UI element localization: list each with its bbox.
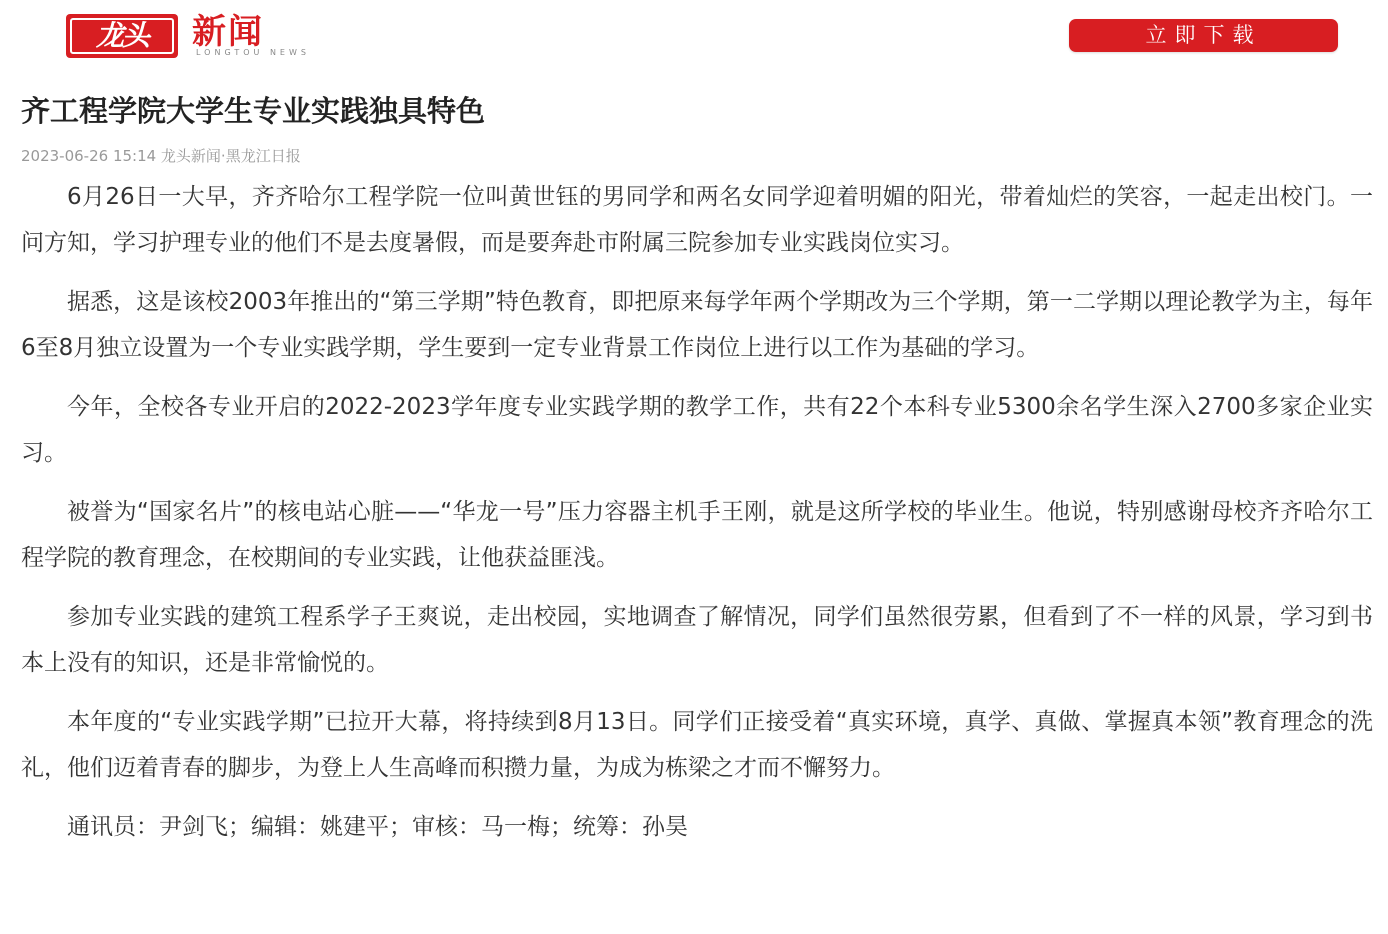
article-paragraph: 6月26日一大早，齐齐哈尔工程学院一位叫黄世钰的男同学和两名女同学迎着明媚的阳光，带着灿烂的笑容，一起走出校门。一问方知，学习护理专业的他们不是去度暑假，而是要奔赴市附属三院参加专业实践岗位实习。 xyxy=(21,184,1373,256)
article-meta: 2023-06-26 15:14 龙头新闻·黑龙江日报 xyxy=(21,147,301,165)
article-paragraph: 本年度的“专业实践学期”已拉开大幕，将持续到8月13日。同学们正接受着“真实环境，真学、真做、掌握真本领”教育理念的洗礼，他们迈着青春的脚步，为登上人生高峰而积攒力量，为成为栋梁之才而不懈努力。 xyxy=(21,709,1373,781)
article-paragraph: 参加专业实践的建筑工程系学子王爽说，走出校园，实地调查了解情况，同学们虽然很劳累，但看到了不一样的风景，学习到书本上没有的知识，还是非常愉悦的。 xyxy=(21,604,1373,676)
article xyxy=(21,88,1373,863)
logo-seal-icon xyxy=(66,14,178,58)
article-paragraph: 被誉为“国家名片”的核电站心脏——“华龙一号”压力容器主机手王刚，就是这所学校的毕业生。他说，特别感谢母校齐齐哈尔工程学院的教育理念，在校期间的专业实践，让他获益匪浅。 xyxy=(21,499,1373,571)
top-header xyxy=(0,0,1388,72)
download-app-button[interactable]: 立即下载 xyxy=(1069,19,1338,52)
logo-subtitle: LONGTOU NEWS xyxy=(196,48,310,57)
longtou-news-logo[interactable] xyxy=(66,14,386,58)
article-body xyxy=(21,174,1373,850)
logo-seal-text: 龙头 xyxy=(70,18,174,54)
article-credits: 通讯员：尹剑飞；编辑：姚建平；审核：马一梅；统筹：孙昊 xyxy=(67,814,688,840)
article-paragraph: 今年，全校各专业开启的2022-2023学年度专业实践学期的教学工作，共有22个本科专业5300余名学生深入2700多家企业实习。 xyxy=(21,394,1373,466)
article-title: 齐工程学院大学生专业实践独具特色 xyxy=(21,94,486,128)
article-paragraph: 据悉，这是该校2003年推出的“第三学期”特色教育，即把原来每学年两个学期改为三个学期，第一二学期以理论教学为主，每年6至8月独立设置为一个专业实践学期，学生要到一定专业背景工作岗位上进行以工作为基础的学习。 xyxy=(21,289,1373,361)
logo-wordmark: 新闻 xyxy=(192,12,264,52)
